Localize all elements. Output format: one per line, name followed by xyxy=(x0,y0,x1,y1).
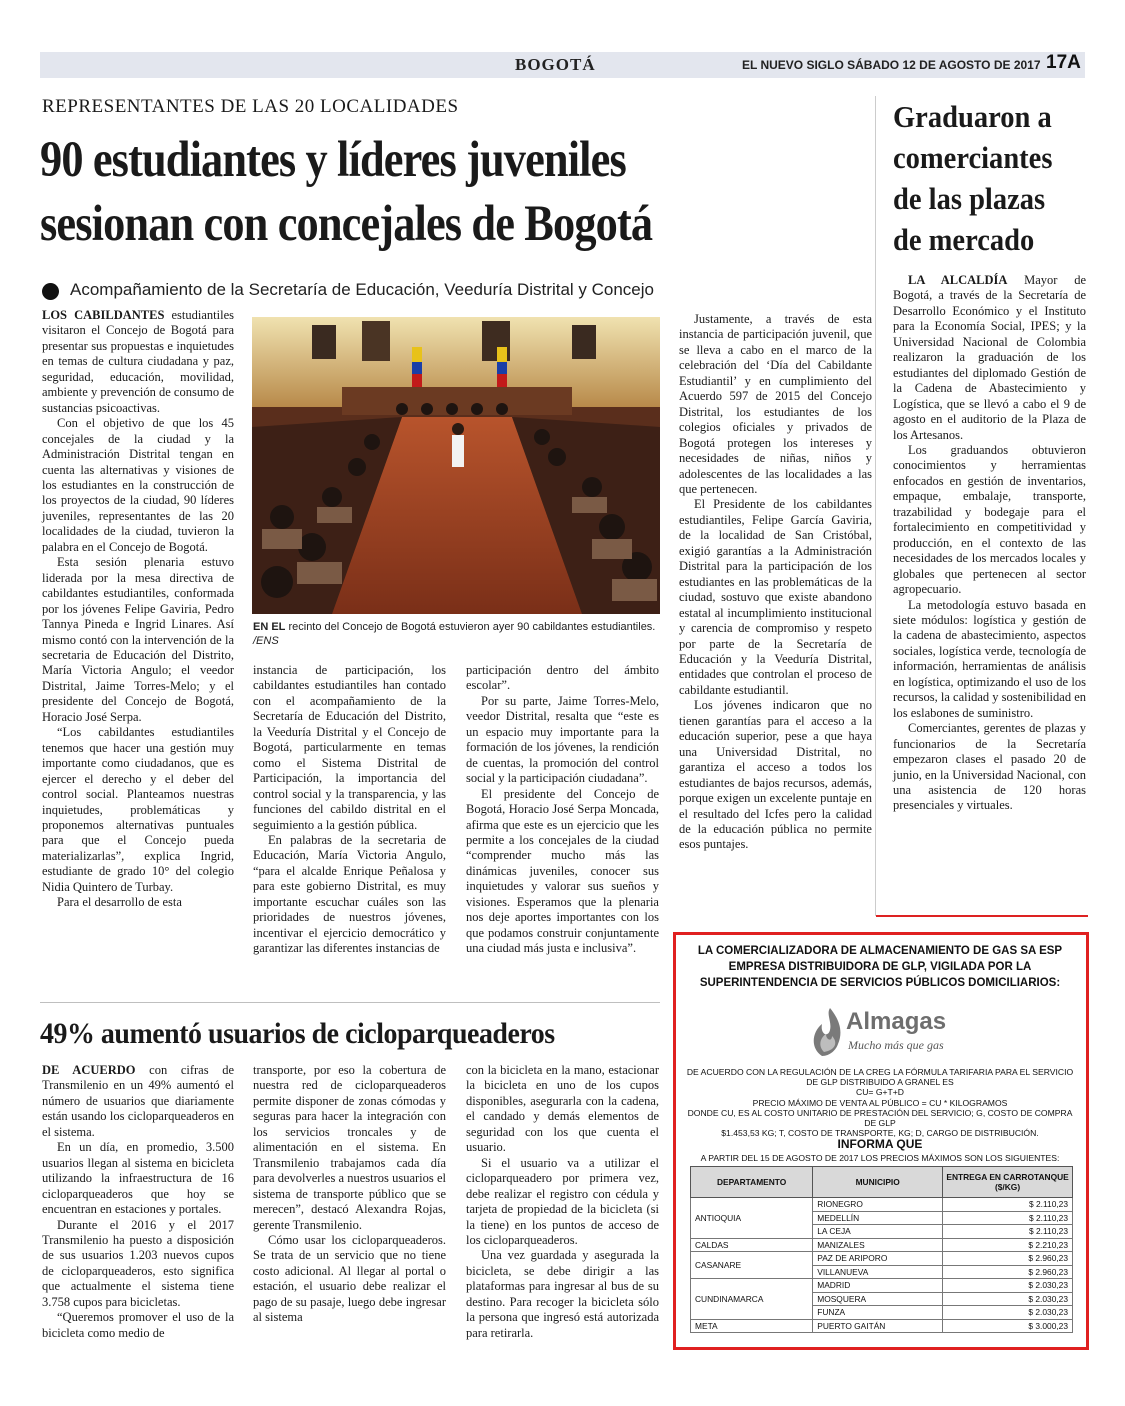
department-cell: CASANARE xyxy=(691,1252,813,1279)
column-header: ENTREGA EN CARROTANQUE ($/KG) xyxy=(943,1167,1073,1198)
price-cell: $ 2.960,23 xyxy=(943,1265,1073,1279)
main-headline xyxy=(40,128,753,256)
council-chamber-photo xyxy=(252,317,660,614)
paragraph: Una vez guardada y asegurada la bicicleta, se debe dirigir a las plataformas para ingresar al bus de su destino. Para recoger la bicicleta sólo la persona que ingresó está autorizada para retirarla. xyxy=(466,1248,659,1340)
lead-in: LOS CABILDANTES xyxy=(42,308,165,322)
ad-text-line: DE ACUERDO CON LA REGULACIÓN DE LA CREG LA FÓRMULA TARIFARIA PARA EL SERVICIO xyxy=(686,1067,1074,1077)
table-row xyxy=(691,1198,1073,1212)
paragraph: Si el usuario va a utilizar el cicloparqueadero por primera vez, debe realizar el registro con cédula y tarjeta de propiedad de la bicicleta (si la tiene) en los puntos de acceso de los cicloparqueaderos. xyxy=(466,1155,659,1247)
ad-text-line: DONDE CU, ES AL COSTO UNITARIO DE PRESTACIÓN DEL SERVICIO; G, COSTO DE COMPRA DE GLP xyxy=(687,1107,1073,1129)
municipality-cell: FUNZA xyxy=(813,1306,943,1320)
ad-formula: CU= G+T+D xyxy=(856,1087,904,1098)
paragraph: Con el objetivo de que los 45 concejales de la ciudad y la Administración Distrital tengan en cuenta las alternativas y visiones de los estudiantes en la construcción de los proyectos de la ciudad, 90 líderes juveniles, representantes de las 20 localidades de la ciudad, tuvieron la palabra en el Concejo de Bogotá. xyxy=(42,416,234,554)
side-article-body xyxy=(893,273,1086,814)
article-kicker: REPRESENTANTES DE LAS 20 LOCALIDADES xyxy=(42,96,459,117)
table-header-row xyxy=(691,1167,1073,1198)
price-cell: $ 2.110,23 xyxy=(943,1198,1073,1212)
paper-name-date: EL NUEVO SIGLO SÁBADO 12 DE AGOSTO DE 2017 xyxy=(742,58,1041,72)
main-headline-line2: sesionan con concejales de Bogotá xyxy=(40,196,653,252)
bottom-article-column-2 xyxy=(253,1063,446,1326)
department-cell: CUNDINAMARCA xyxy=(691,1279,813,1320)
municipality-cell: RIONEGRO xyxy=(813,1198,943,1212)
lead-in: DE ACUERDO xyxy=(42,1063,136,1077)
price-table xyxy=(690,1166,1073,1333)
paragraph: “Los cabildantes estudiantiles tenemos que hacer una gestión muy importante como ciudadanos, que es ejercer el derecho y el deber del control social. Planteamos nuestras inquietudes, problemáticas y proponemos alternativas puntuales para que el Concejo pueda materializarlas”, explica Ingrid, estudiante de grado 10° del colegio Nidia Quintero de Turbay. xyxy=(42,725,234,894)
council-chamber-illustration xyxy=(252,317,660,614)
column-header: MUNICIPIO xyxy=(813,1167,943,1198)
paragraph: instancia de participación, los cabildantes estudiantiles han contado con el acompañamiento de la Secretaría de Educación del Distrito, la Veeduría Distrital y el Concejo de Bogotá, particularmente en temas como el Sistema Distrital de Participación, la importancia del control social y la transparencia, y las funciones del cabildo distrital en el seguimiento a la gestión pública. xyxy=(253,663,446,832)
paragraph: estudiantiles visitaron el Concejo de Bogotá para presentar sus propuestas e inquietudes en temas de cultura ciudadana y paz, seguridad, educación, movilidad, ambiente y prevención de consumo de sustancias psicoactivas. xyxy=(42,308,234,415)
municipality-cell: PAZ DE ARIPORO xyxy=(813,1252,943,1266)
paragraph: transporte, por eso la cobertura de nuestra red de cicloparqueaderos permite disponer de zonas cómodas y seguras para hacer la integración con los servicios troncales y de alimentación en el sistema. En Transmilenio trabajamos cada día para devolverles a nuestros usuarios el sistema de transporte público que se merecen”, destacó Alexandra Rojas, gerente Transmilenio. xyxy=(253,1063,446,1232)
ad-informa: INFORMA QUE xyxy=(837,1137,923,1151)
paragraph: participación dentro del ámbito escolar”. xyxy=(466,663,659,693)
paragraph: Cómo usar los cicloparqueaderos. Se trata de un servicio que no tiene costo adicional. Al llegar al portal o estación, el usuario debe realizar el pago de su pasaje, luego debe ingresar al sistema xyxy=(253,1232,446,1325)
paragraph: Para el desarrollo de esta xyxy=(57,895,182,910)
paragraph: Los graduandos obtuvieron conocimientos y herramientas enfocados en gestión de inventarios, empaque, embalaje, transporte, trazabilidad y bodegaje para el fortalecimiento en competitividad y producción, en el contexto de las necesidades de los mercados locales y globales que pertenecen al sector agropecuario. xyxy=(893,442,1086,597)
price-cell: $ 2.110,23 xyxy=(943,1225,1073,1239)
ad-text-line: $1.453,53 KG; T, COSTO DE TRANSPORTE, KG; D, CARGO DE DISTRIBUCIÓN. xyxy=(721,1128,1039,1139)
ad-text-line: DE GLP DISTRIBUIDO A GRANEL ES xyxy=(806,1077,954,1088)
municipality-cell: MOSQUERA xyxy=(813,1292,943,1306)
ad-note: A PARTIR DEL 15 DE AGOSTO DE 2017 LOS PRECIOS MÁXIMOS SON LOS SIGUIENTES: xyxy=(700,1153,1060,1163)
brand-name: Almagas xyxy=(846,1008,947,1035)
department-cell: ANTIOQUIA xyxy=(691,1198,813,1239)
municipality-cell: VILLANUEVA xyxy=(813,1265,943,1279)
main-subheadline: Acompañamiento de la Secretaría de Educación, Veeduría Distrital y Concejo xyxy=(70,280,654,299)
photo-credit: /ENS xyxy=(253,635,279,647)
paragraph: con la bicicleta en la mano, estacionar la bicicleta en uno de los cupos disponibles, asegurarla con la cadena, el candado y demás elementos de seguridad con los que cuenta el usuario. xyxy=(466,1063,659,1155)
paragraph: Los jóvenes indicaron que no tienen garantías para el acceso a la educación superior, pese a que haya una Universidad Distrital, no garantiza el acceso a todos los estudiantes de bajos recursos, además, porque exigen un excelente puntaje en el resultado del Icfes pero la calidad de la educación pública no permite esos puntajes. xyxy=(679,698,872,852)
lead-in: LA ALCALDÍA xyxy=(908,273,1008,287)
price-cell: $ 2.960,23 xyxy=(943,1252,1073,1266)
paragraph: Durante el 2016 y el 2017 Transmilenio ha puesto a disposición de sus usuarios 1.203 nuevos cupos de cicloparqueaderos, esto significa que actualmente el sistema tiene 3.758 cupos para bicicletas. xyxy=(42,1217,234,1309)
section-name: BOGOTÁ xyxy=(515,55,596,74)
ad-title: LA COMERCIALIZADORA DE ALMACENAMIENTO DE GAS SA ESP EMPRESA DISTRIBUIDORA DE GLP, VIGILADA POR LA SUPERINTENDENCIA DE SERVICIOS PÚBLICOS DOMICILIARIOS: xyxy=(697,945,1063,989)
price-cell: $ 3.000,23 xyxy=(943,1319,1073,1333)
municipality-cell: MEDELLÍN xyxy=(813,1211,943,1225)
column-header: DEPARTAMENTO xyxy=(691,1167,813,1198)
paragraph: Comerciantes, gerentes de plazas y funcionarios de la Secretaría empezaron clases el pasado 20 de junio, en la Universidad Nacional, con una asistencia de 120 horas presenciales y virtuales. xyxy=(893,721,1086,813)
price-cell: $ 2.030,23 xyxy=(943,1292,1073,1306)
paragraph: Esta sesión plenaria estuvo liderada por la mesa directiva de cabildantes estudiantiles, conformada por los jóvenes Felipe Gaviria, Pedro Tannya Pineda e Ingrid Linares. Así mismo contó con la intervención de la secretaria de Educación del Distrito, María Victoria Angulo; el veedor Distrital, Jaime Torres-Melo; y el presidente del Concejo de Bogotá, Horacio José Serpa. xyxy=(42,555,234,724)
bottom-article-column-3 xyxy=(466,1063,659,1341)
table-row xyxy=(691,1279,1073,1293)
main-article-column-4 xyxy=(679,312,872,853)
bullet-dot-icon xyxy=(42,283,59,300)
main-article-column-2 xyxy=(253,663,446,957)
paragraph: Justamente, a través de esta instancia de participación juvenil, que se lleva a cabo en el marco de la celebración del ‘Día del Cabildante Estudiantil’ y en cumplimiento del Acuerdo 597 de 2015 del Concejo Distrital, los estudiantes de los colegios oficiales y privados de Bogotá protegen los intereses y necesidades de niñas, niños y adolescentes de las localidades a las que pertenecen. xyxy=(679,312,872,496)
municipality-cell: LA CEJA xyxy=(813,1225,943,1239)
article-divider xyxy=(40,1002,660,1003)
brand-slogan: Mucho más que gas xyxy=(848,1038,944,1052)
paragraph: Por su parte, Jaime Torres-Melo, veedor Distrital, resalta que “este es un espacio muy importante para la formación de los jóvenes, la rendición de cuentas, la promoción del control social y la participación ciudadana”. xyxy=(466,693,659,786)
bottom-headline: 49% aumentó usuarios de cicloparqueaderos xyxy=(40,1017,555,1050)
side-article-rule xyxy=(876,915,1088,917)
paragraph: El presidente del Concejo de Bogotá, Horacio José Serpa Moncada, afirma que este es un ejercicio que les permite a los concejales de la ciudad “comprender mucho más las dinámicas juveniles, conocer sus inquietudes y valorar sus sueños y visiones. Esperamos que la plenaria nos deje aportes importantes con los que podamos construir conjuntamente una ciudad más justa e inclusiva”. xyxy=(466,786,659,956)
main-headline-line1: 90 estudiantes y líderes juveniles xyxy=(40,132,626,188)
price-cell: $ 2.030,23 xyxy=(943,1279,1073,1293)
side-headline: Graduaron a comerciantes de las plazas de mercado xyxy=(893,99,1053,257)
price-cell: $ 2.210,23 xyxy=(943,1238,1073,1252)
main-article-column-1 xyxy=(42,308,234,911)
paragraph: En palabras de la secretaria de Educación, María Victoria Angulo, “para el alcalde Enrique Peñalosa y para este gobierno Distrital, es muy importante escuchar cuáles son las prioridades de nuestros jóvenes, incentivar el ejercicio democrático y garantizar las diferentes instancias de xyxy=(253,832,446,956)
bottom-article-column-1 xyxy=(42,1063,234,1341)
department-cell: CALDAS xyxy=(691,1238,813,1252)
price-cell: $ 2.110,23 xyxy=(943,1211,1073,1225)
photo-caption xyxy=(253,620,658,648)
table-row xyxy=(691,1238,1073,1252)
ad-formula: PRECIO MÁXIMO DE VENTA AL PÚBLICO = CU * KILOGRAMOS xyxy=(752,1097,1008,1108)
table-row xyxy=(691,1319,1073,1333)
column-divider xyxy=(875,96,876,916)
table-row xyxy=(691,1252,1073,1266)
almagas-logo xyxy=(808,1004,978,1062)
paragraph: con cifras de Transmilenio en un 49% aumentó el número de usuarios que diariamente están usando los cicloparqueaderos en el sistema. xyxy=(42,1063,235,1139)
caption-lead: EN EL xyxy=(253,621,286,633)
paragraph: Mayor de Bogotá, a través de la Secretaría de Desarrollo Económico y el Instituto para la Economía Social, IPES; y la Universidad Nacional de Colombia realizaron la graduación de los estudiantes del diplomado Gestión de la Cadena de Abastecimiento y Logística, que se llevó a cabo el 9 de agosto en el auditorio de la Plaza de los Artesanos. xyxy=(893,273,1086,442)
paragraph: La metodología estuvo basada en siete módulos: logística y gestión de la cadena de abastecimiento, aspectos sociales, logística verde, tecnología de información, herramientas de análisis en logística, optimizando el uso de los recursos, la calidad y sostenibilidad en los eslabones de suministro. xyxy=(893,597,1086,720)
main-article-column-3 xyxy=(466,663,659,957)
paragraph: En un día, en promedio, 3.500 usuarios llegan al sistema en bicicleta utilizando la infraestructura de 16 cicloparqueaderos que hoy se encuentran en estaciones y portales. xyxy=(42,1140,234,1217)
municipality-cell: MADRID xyxy=(813,1279,943,1293)
paragraph: El Presidente de los cabildantes estudiantiles, Felipe García Gaviria, de la localidad de San Cristóbal, exigió garantías a la Administración Distrital para la participación de los estudiantes en las problemáticas de la ciudad, sostuvo que existe abandono estatal al incumplimiento institucional y carencia de compromiso y respeto por parte de la Secretaría de Educación y la Veeduría Distrital, entidades que controlan el proceso de cabildante estudiantil. xyxy=(679,497,872,697)
caption-text: recinto del Concejo de Bogotá estuvieron ayer 90 cabildantes estudiantiles. xyxy=(288,621,656,633)
page-number: 17A xyxy=(1046,52,1081,73)
price-cell: $ 2.030,23 xyxy=(943,1306,1073,1320)
municipality-cell: PUERTO GAITÁN xyxy=(813,1319,943,1333)
paragraph: “Queremos promover el uso de la bicicleta como medio de xyxy=(42,1310,234,1340)
ad-regulation-text xyxy=(684,1067,1076,1138)
department-cell: META xyxy=(691,1319,813,1333)
municipality-cell: MANIZALES xyxy=(813,1238,943,1252)
